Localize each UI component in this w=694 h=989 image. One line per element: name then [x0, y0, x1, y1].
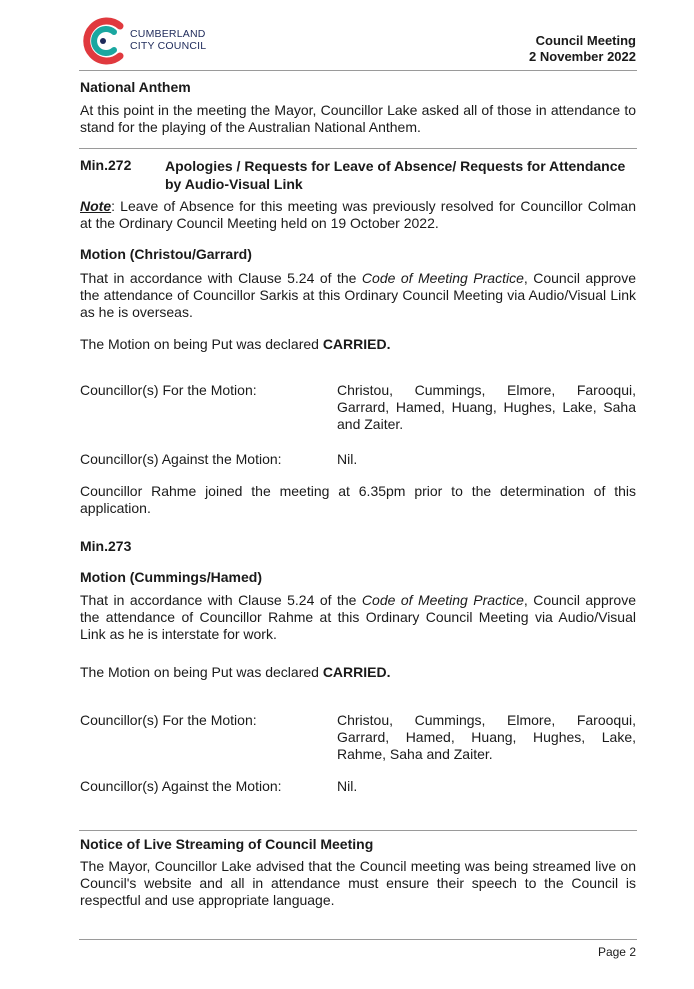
- streaming-text: The Mayor, Councillor Lake advised that the Council meeting was being streamed live on Council's website and all in attendance must ensure their speech to the Council is respectful and use appropriate language.: [80, 858, 636, 908]
- motion-text-post: , Council approve the attendance of Councillor Sarkis at this Ordinary Council Meeting via Audio/Visual Link as he is overseas.: [80, 270, 636, 320]
- meeting-date: 2 November 2022: [529, 49, 636, 64]
- result-text: The Motion on being Put was declared: [80, 336, 323, 352]
- logo-line-1: CUMBERLAND: [130, 28, 206, 40]
- minute-number-273: Min.273: [80, 538, 132, 554]
- motion-result-273: [80, 664, 636, 681]
- motion-heading-273: Motion (Cummings/Hamed): [80, 569, 262, 585]
- motion-text-273: [80, 592, 636, 643]
- council-logo: [80, 14, 210, 68]
- motion-text-pre: That in accordance with Clause 5.24 of the: [80, 270, 362, 286]
- logo-line-2: CITY COUNCIL: [130, 40, 207, 52]
- leave-note: [80, 198, 636, 232]
- anthem-text: At this point in the meeting the Mayor, Councillor Lake asked all of those in attendance to stand for the playing of the Australian National Anthem.: [80, 102, 636, 135]
- motion-heading-272: Motion (Christou/Garrard): [80, 246, 252, 262]
- against-label-272: Councillor(s) Against the Motion:: [80, 451, 282, 467]
- result-carried: CARRIED.: [322, 336, 391, 352]
- for-label-272: Councillor(s) For the Motion:: [80, 382, 257, 398]
- motion-text-post: , Council approve the attendance of Councillor Rahme at this Ordinary Council Meeting via Audio/Visual Link as he is interstate for work.: [80, 592, 636, 642]
- header-divider: [79, 70, 637, 71]
- result-text: The Motion on being Put was declared: [80, 664, 323, 680]
- council-logo-icon: [80, 14, 126, 68]
- streaming-heading: Notice of Live Streaming of Council Meeting: [80, 836, 374, 852]
- note-text: : Leave of Absence for this meeting was previously resolved for Councillor Colman at the Ordinary Council Meeting held on 19 October 2022.: [80, 198, 636, 231]
- anthem-heading: National Anthem: [80, 79, 191, 95]
- code-of-practice-ref: Code of Meeting Practice: [361, 270, 524, 286]
- minute-title-272: Apologies / Requests for Leave of Absence/ Requests for Attendance by Audio-Visual Link: [165, 158, 626, 192]
- against-value-272: Nil.: [337, 451, 358, 467]
- header-meeting-info: [529, 33, 636, 65]
- code-of-practice-ref: Code of Meeting Practice: [361, 592, 524, 608]
- for-value-272: Christou, Cummings, Elmore, Farooqui, Garrard, Hamed, Huang, Hughes, Lake, Saha and Zaiter.: [337, 382, 636, 432]
- section-divider: [79, 830, 637, 831]
- meeting-title: Council Meeting: [535, 33, 636, 48]
- section-divider: [79, 148, 637, 149]
- for-value-273: Christou, Cummings, Elmore, Farooqui, Garrard, Hamed, Huang, Hughes, Lake, Rahme, Saha and Zaiter.: [337, 712, 636, 762]
- page-number: Page 2: [597, 945, 636, 959]
- result-carried: CARRIED.: [322, 664, 391, 680]
- footer-divider: [79, 939, 637, 940]
- note-label: Note: [80, 198, 112, 214]
- minute-number-272: Min.272: [80, 157, 132, 173]
- rahme-joined-text: Councillor Rahme joined the meeting at 6.35pm prior to the determination of this application.: [80, 483, 636, 516]
- motion-result-272: [80, 336, 636, 353]
- for-label-273: Councillor(s) For the Motion:: [80, 712, 257, 728]
- motion-text-pre: That in accordance with Clause 5.24 of the: [80, 592, 362, 608]
- against-value-273: Nil.: [337, 778, 358, 794]
- against-label-273: Councillor(s) Against the Motion:: [80, 778, 282, 794]
- motion-text-272: [80, 270, 636, 321]
- logo-wordmark: [130, 28, 206, 52]
